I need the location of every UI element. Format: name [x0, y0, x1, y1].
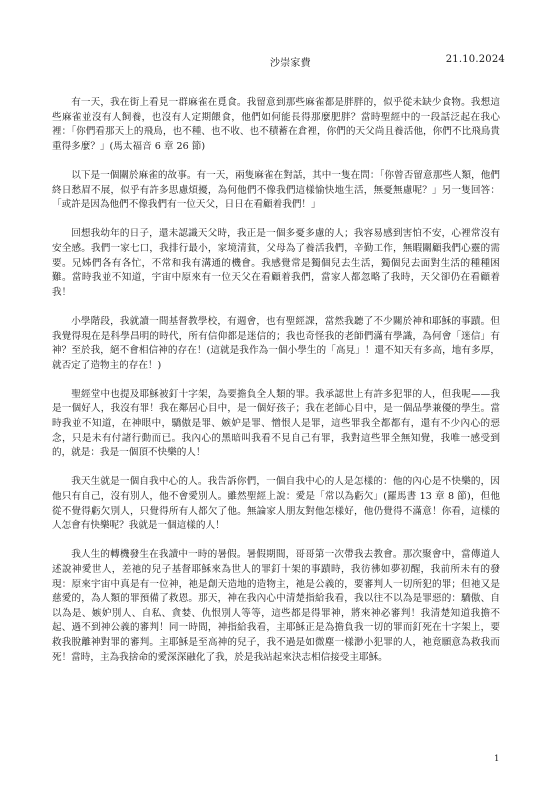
paragraph-1: 有一天，我在街上看見一群麻雀在覓食。我留意到那些麻雀都是胖胖的，似乎從未缺少食物。我想這些麻雀並沒有人飼養，也沒有人定期餵食，他們如何能長得那麼肥胖？當時聖經中的一段話泛起在我心裡：「你們看那天上的飛鳥，也不種、也不收、也不積蓄在倉裡，你們的天父尚且養活他，你們不比飛鳥貴重得多麼？」(馬太福音 6 章 26 節): [52, 97, 500, 152]
document-date: 21.10.2024: [445, 54, 505, 65]
paragraph-2: 以下是一個關於麻雀的故事。有一天，兩隻麻雀在對話，其中一隻在問：「你曾否留意那些人類，他們終日愁眉不展，似乎有許多思慮煩擾，為何他們不像我們這樣愉快地生活，無憂無慮呢？」另一隻回答：「或許是因為他們不像我們有一位天父，日日在看顧着我們！」: [52, 169, 500, 211]
document-body: [52, 96, 500, 680]
paragraph-4: 小學階段，我就讀一間基督教學校，有週會，也有聖經課，當然我聽了不少關於神和耶穌的事蹟。但我覺得現在是科學昌明的時代，所有信仰都是迷信的；我也奇怪我的老師們滿有學識，為何會「迷信」有神？至於我，絕不會相信神的存在！(這就是我作為一個小學生的「高見」！還不知天有多高，地有多厚，就否定了造物主的存在！): [52, 315, 500, 371]
document-title: 沙崇家費: [270, 58, 311, 69]
page-number: 1: [494, 754, 500, 764]
paragraph-5: 聖經堂中也提及耶穌被釘十字架，為要擔負全人類的罪。我承認世上有許多犯罪的人，但我呢——我是一個好人，我沒有罪！我在鄰居心目中，是一個好孩子；我在老師心目中，是一個品學兼優的學生。當時我並不知道，在神眼中，驕傲是罪、嫉妒是罪、憎恨人是罪，這些罪我全都都有，還有不少內心的惡念，只是未有付諸行動而已。我內心的黑暗叫我看不見自己有罪，我對這些罪全無知覺，我唯一感受到的，就是：我是一個頂不快樂的人！: [52, 388, 500, 459]
paragraph-7: 我人生的轉機發生在我讀中一時的暑假。暑假期間，哥哥第一次帶我去教會。那次聚會中，當傳道人述說神愛世人，差祂的兒子基督耶穌來為世人的罪釘十架的事蹟時，我彷彿如夢初醒，我前所未有的發現：原來宇宙中真是有一位神，祂是創天造地的造物主，祂是公義的，要審判人一切所犯的罪；但祂又是慈愛的，為人類的罪預備了救恩。那天，神在我內心中清楚指給我看，我以往不以為是罪惡的：驕傲、自以為是、嫉妒別人、自私、貪婪、仇恨別人等等，這些都是得罪神，將來神必審判！我清楚知道我擔不起、過不到神公義的審判！同一時間，神指給我看，主耶穌正是為擔負我一切的罪而釘死在十字架上，要救我脫離神對罪的審判。主耶穌是至高神的兒子，我不過是如微塵一樣渺小犯罪的人，祂竟願意為救我而死！當時，主為我捨命的愛深深融化了我，於是我站起來決志相信接受主耶穌。: [52, 549, 500, 663]
paragraph-6: 我天生就是一個自我中心的人。我告訴你們，一個自我中心的人是怎樣的：他的內心是不快樂的，因他只有自己，沒有別人，他不會愛別人。雖然聖經上說：愛是「常以為虧欠」(羅馬書 13 章 8 節)，但他從不覺得虧欠別人，只覺得所有人都欠了他。無論家人朋友對他怎樣好，他仍覺得不滿意！你看，這樣的人怎會有快樂呢？我就是一個這樣的人！: [52, 476, 500, 532]
paragraph-3: 回想我幼年的日子，還未認識天父時，我正是一個多憂多慮的人；我容易感到害怕不安，心裡常沒有安全感。我們一家七口，我排行最小，家境清貧，父母為了養活我們，辛勤工作，無暇關顧我們心靈的需要。兄姊們各有各忙，不常和我有溝通的機會。我感覺常是獨個兒去生活，獨個兒去面對生活的種種困難。當時我並不知道，宇宙中原來有一位天父在看顧着我們，當家人都忽略了我時，天父卻仍在看顧着我！: [52, 228, 500, 298]
